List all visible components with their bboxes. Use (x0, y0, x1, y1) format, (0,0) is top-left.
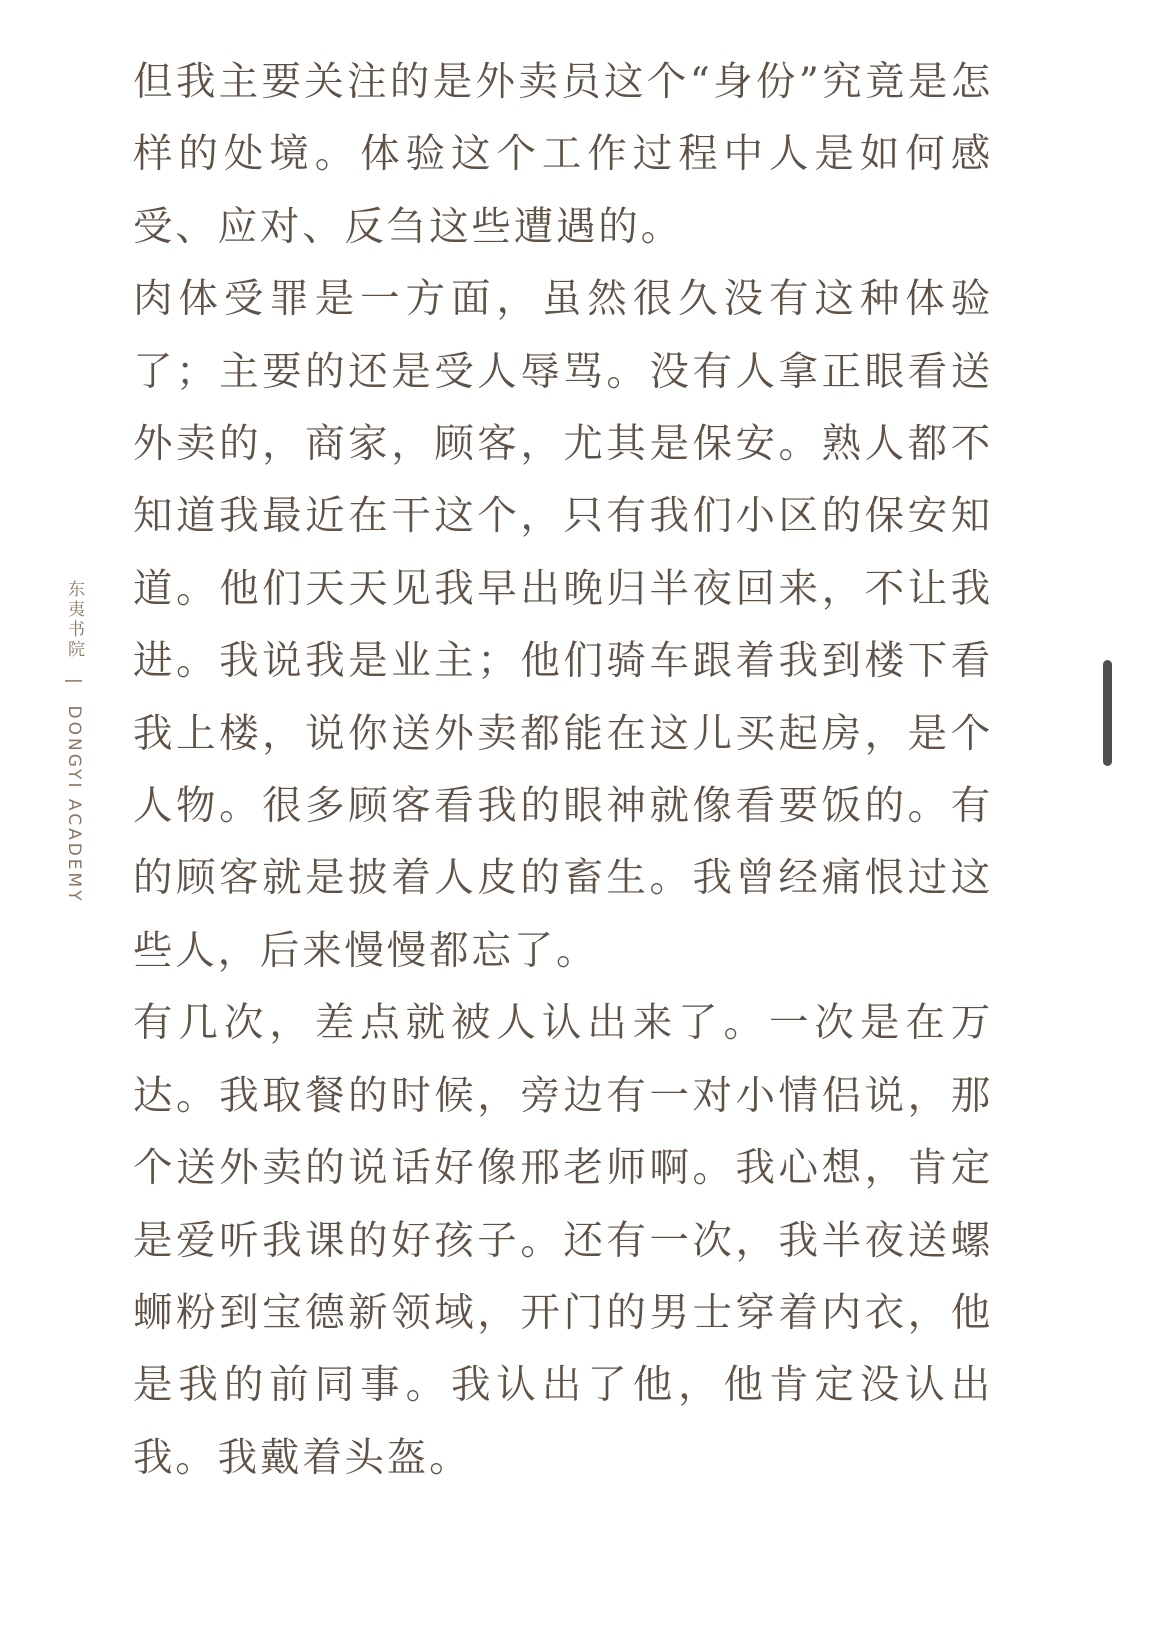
sidebar-brand-en: DONGYI ACADEMY (64, 705, 84, 904)
article-body (133, 46, 993, 1494)
sidebar-watermark (62, 580, 94, 960)
scrollbar-thumb[interactable] (1103, 660, 1112, 766)
sidebar-separator: | (64, 678, 84, 688)
sidebar-brand-cn: 东夷书院 (64, 580, 84, 660)
paragraph-2: 肉体受罪是一方面，虽然很久没有这种体验了；主要的还是受人辱骂。没有人拿正眼看送外卖的，商家，顾客，尤其是保安。熟人都不知道我最近在干这个，只有我们小区的保安知道。他们天天见我早出晚归半夜回来，不让我进。我说我是业主；他们骑车跟着我到楼下看我上楼，说你送外卖都能在这儿买起房，是个人物。很多顾客看我的眼神就像看要饭的。有的顾客就是披着人皮的畜生。我曾经痛恨过这些人，后来慢慢都忘了。 (133, 276, 993, 974)
sidebar-brand (62, 580, 87, 904)
paragraph-1: 但我主要关注的是外卖员这个“身份”究竟是怎样的处境。体验这个工作过程中人是如何感受、应对、反刍这些遭遇的。 (133, 59, 993, 250)
paragraph-3: 有几次，差点就被人认出来了。一次是在万达。我取餐的时候，旁边有一对小情侣说，那个送外卖的说话好像邢老师啊。我心想，肯定是爱听我课的好孩子。还有一次，我半夜送螺蛳粉到宝德新领域，开门的男士穿着内衣，他是我的前同事。我认出了他，他肯定没认出我。我戴着头盔。 (133, 1000, 993, 1481)
